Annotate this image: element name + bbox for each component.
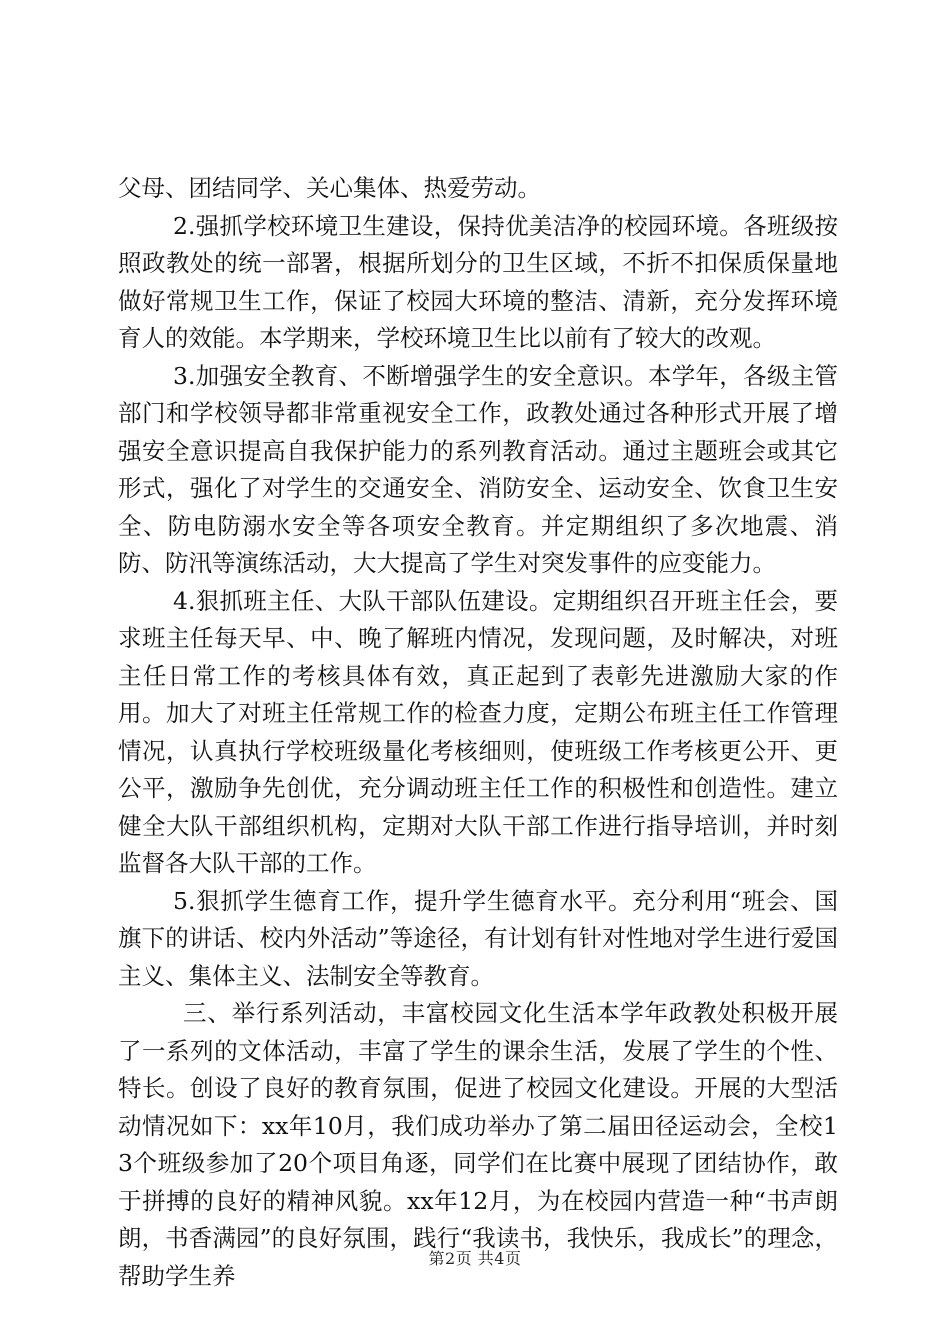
paragraph-item-4: 4.狠抓班主任、大队干部队伍建设。定期组织召开班主任会，要求班主任每天早、中、晚了解班内情况，发现问题，及时解决，对班主任日常工作的考核具体有效，真正起到了表彰先进激励大家的作用。加大了对班主任常规工作的检查力度，定期公布班主任工作管理情况，认真执行学校班级量化考核细则，使班级工作考核更公开、更公平，激励争先创优，充分调动班主任工作的积极性和创造性。建立健全大队干部组织机构，定期对大队干部工作进行指导培训，并时刻监督各大队干部的工作。: [118, 586, 838, 877]
document-body: [118, 170, 838, 1295]
paragraph-continuation: 父母、团结同学、关心集体、热爱劳动。: [118, 174, 541, 202]
page-footer: 第2页 共4页: [428, 1249, 522, 1268]
paragraph-item-2: 2.强抓学校环境卫生建设，保持优美洁净的校园环境。各班级按照政教处的统一部署，根据所划分的卫生区域，不折不扣保质保量地做好常规卫生工作，保证了校园大环境的整洁、清新，充分发挥环境育人的效能。本学期来，学校环境卫生比以前有了较大的改观。: [118, 211, 838, 352]
paragraph-item-3: 3.加强安全教育、不断增强学生的安全意识。本学年，各级主管部门和学校领导都非常重视安全工作，政教处通过各种形式开展了增强安全意识提高自我保护能力的系列教育活动。通过主题班会或其它形式，强化了对学生的交通安全、消防安全、运动安全、饮食卫生安全、防电防溺水安全等各项安全教育。并定期组织了多次地震、消防、防汛等演练活动，大大提高了学生对突发事件的应变能力。: [118, 361, 838, 577]
paragraph-section-3: 三、举行系列活动，丰富校园文化生活本学年政教处积极开展了一系列的文体活动，丰富了学生的课余生活，发展了学生的个性、特长。创设了良好的教育氛围，促进了校园文化建设。开展的大型活动情况如下：xx年10月，我们成功举办了第二届田径运动会，全校13个班级参加了20个项目角逐，同学们在比赛中展现了团结协作，敢于拼搏的良好的精神风貌。xx年12月，为在校园内营造一种“书声朗朗，书香满园”的良好氛围，践行“我读书，我快乐，我成长”的理念，帮助学生养: [118, 999, 838, 1290]
paragraph-item-5: 5.狠抓学生德育工作，提升学生德育水平。充分利用“班会、国旗下的讲话、校内外活动”等途径，有计划有针对性地对学生进行爱国主义、集体主义、法制安全等教育。: [118, 886, 838, 990]
